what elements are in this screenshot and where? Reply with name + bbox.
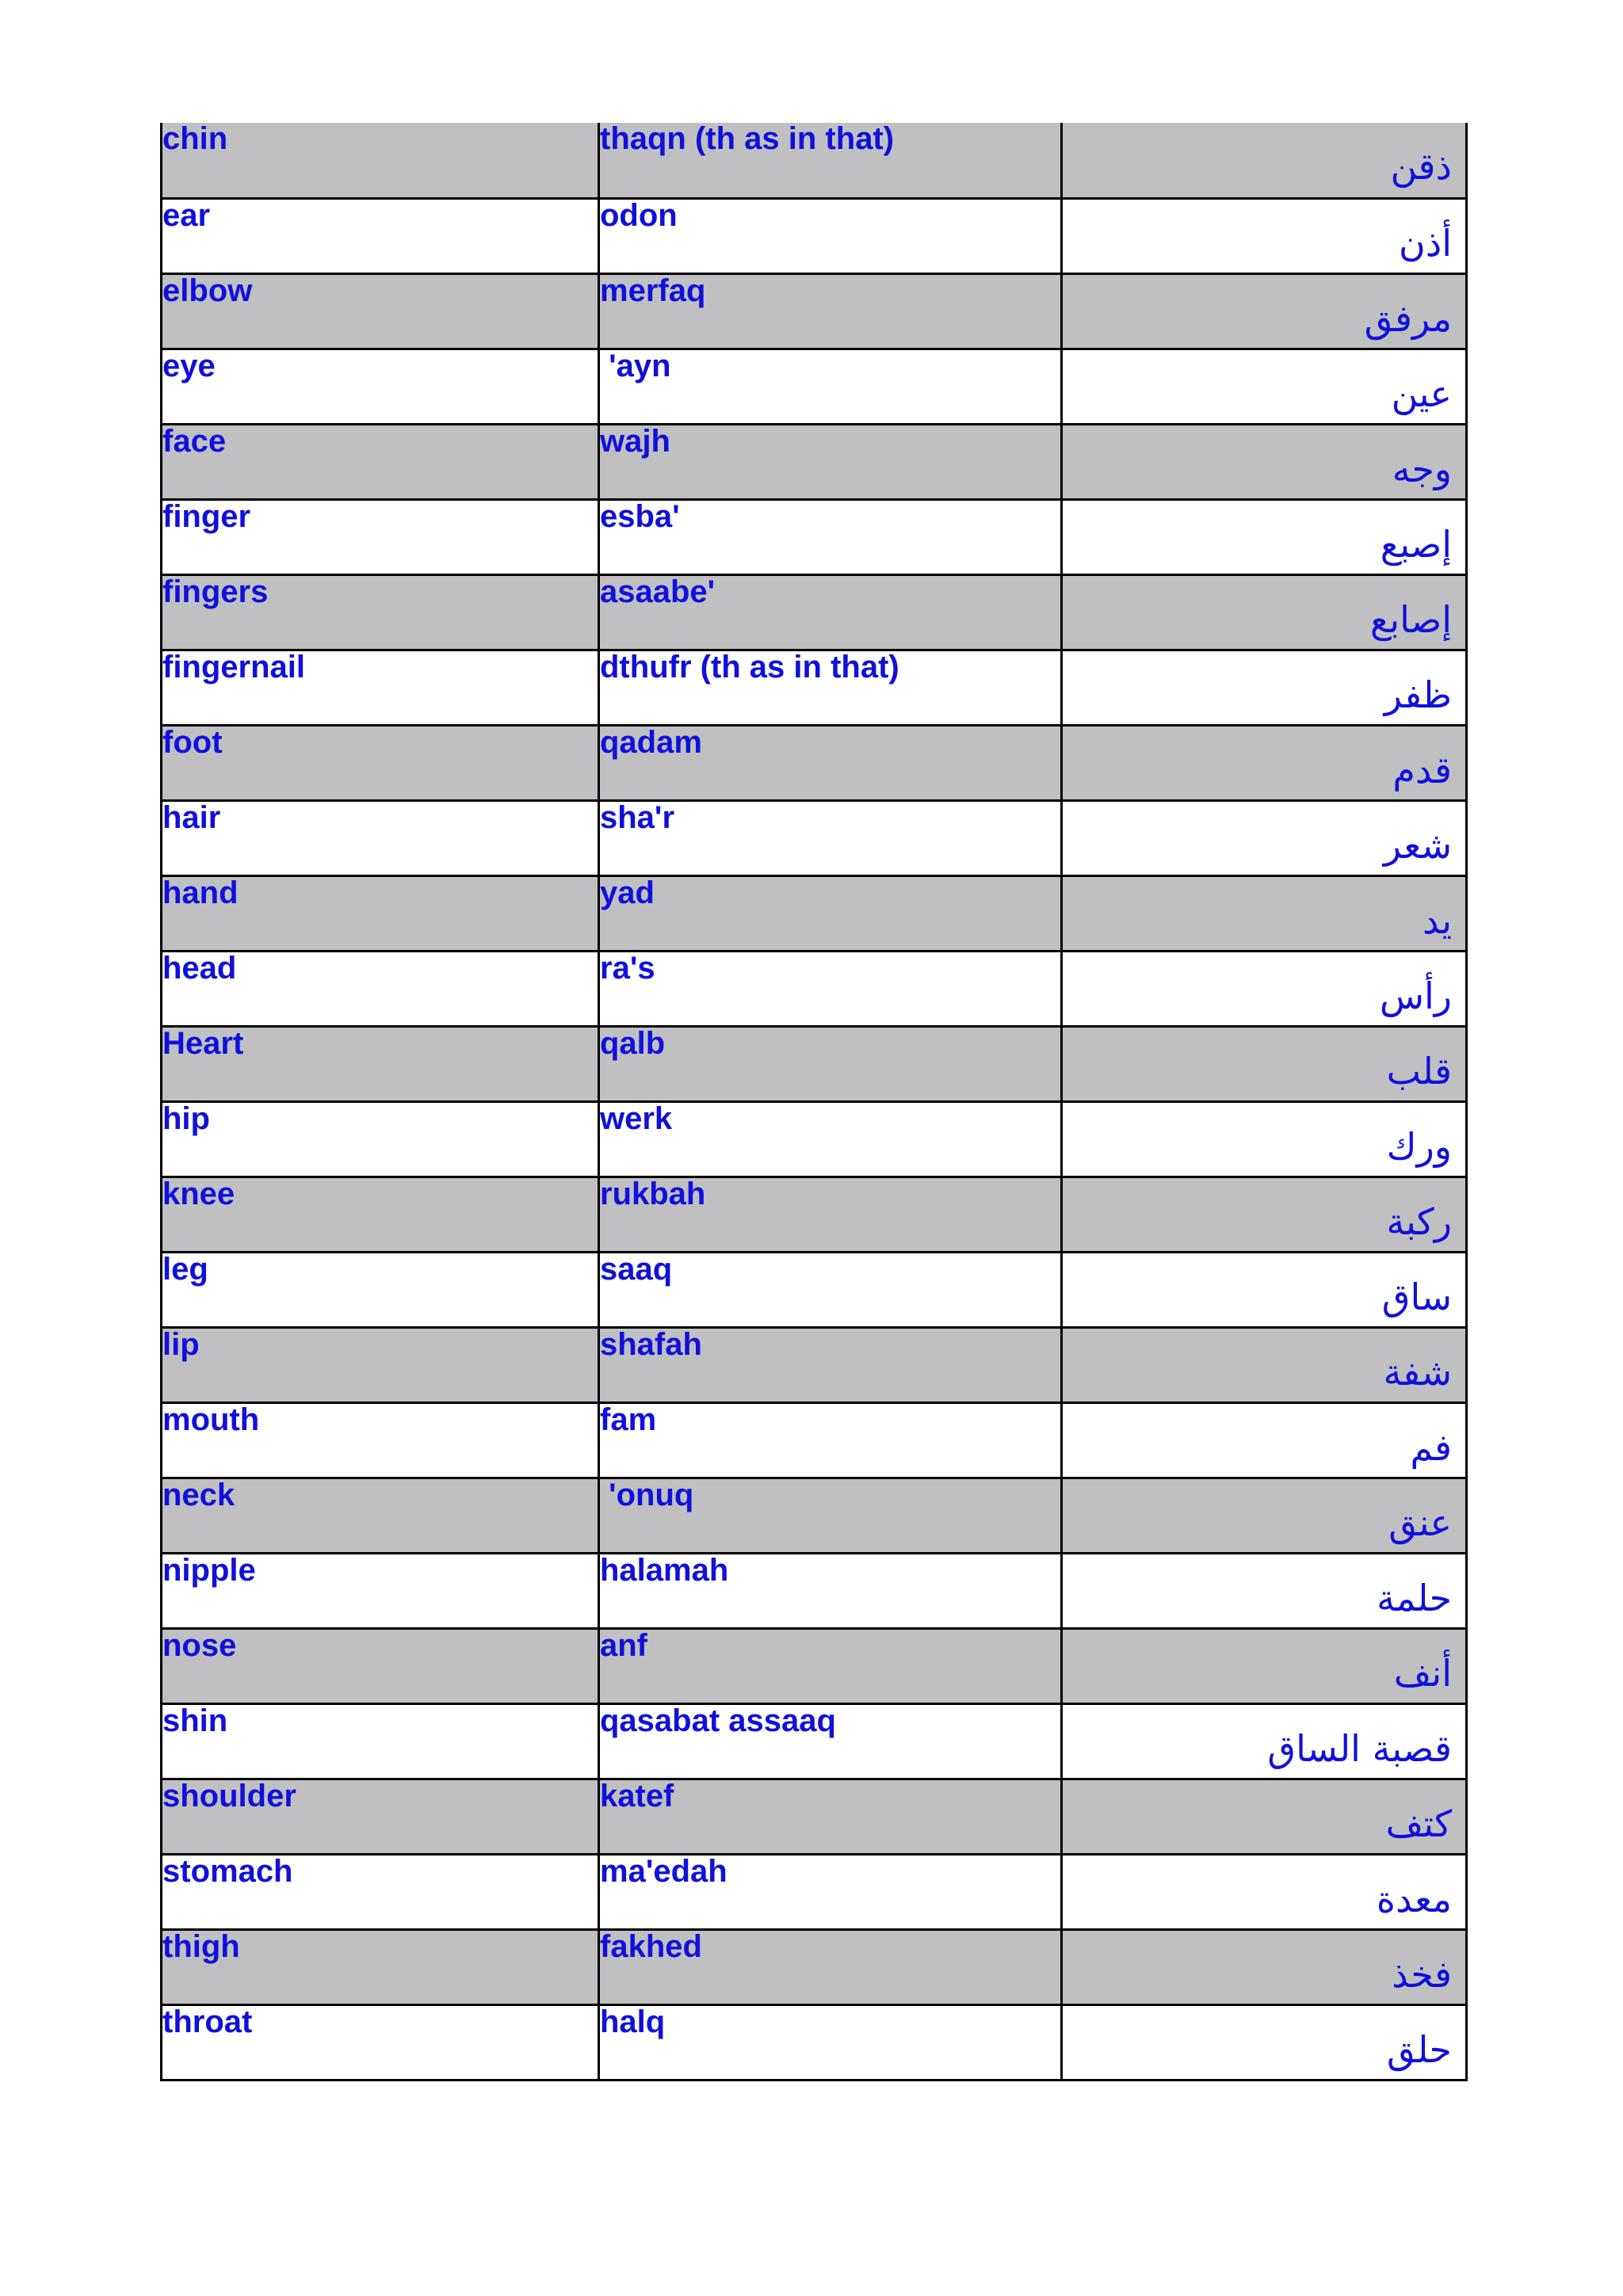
english-word: Heart [162,1026,599,1101]
table-row [162,1703,1467,1779]
vocabulary-table [160,123,1468,2081]
arabic-word: وجه [1062,424,1467,499]
arabic-word: ساق [1062,1252,1467,1327]
english-word: lip [162,1327,599,1402]
english-word: foot [162,725,599,800]
transliteration: anf [599,1628,1062,1703]
english-word: thigh [162,1929,599,2004]
english-word: mouth [162,1402,599,1478]
arabic-word: عنق [1062,1478,1467,1553]
arabic-word: حلمة [1062,1553,1467,1628]
transliteration: yad [599,875,1062,951]
english-word: face [162,424,599,499]
table-row [162,1553,1467,1628]
english-word: hip [162,1101,599,1177]
english-word: eye [162,349,599,424]
arabic-word: مرفق [1062,273,1467,349]
english-word: knee [162,1177,599,1252]
english-word: hair [162,800,599,875]
arabic-word: أذن [1062,198,1467,273]
vocabulary-table-body [162,123,1467,2080]
english-word: throat [162,2004,599,2080]
arabic-word: يد [1062,875,1467,951]
english-word: shoulder [162,1779,599,1854]
english-word: nose [162,1628,599,1703]
english-word: neck [162,1478,599,1553]
arabic-word: فخذ [1062,1929,1467,2004]
english-word: shin [162,1703,599,1779]
table-row [162,349,1467,424]
english-word: stomach [162,1854,599,1929]
arabic-word: كتف [1062,1779,1467,1854]
transliteration: halq [599,2004,1062,2080]
table-row [162,499,1467,574]
arabic-word: معدة [1062,1854,1467,1929]
table-row [162,1026,1467,1101]
english-word: finger [162,499,599,574]
table-row [162,650,1467,725]
english-word: head [162,951,599,1026]
arabic-word: شعر [1062,800,1467,875]
table-row [162,123,1467,198]
arabic-word: ركبة [1062,1177,1467,1252]
table-row [162,725,1467,800]
transliteration: rukbah [599,1177,1062,1252]
table-row [162,1478,1467,1553]
table-row [162,1929,1467,2004]
table-row [162,424,1467,499]
table-row [162,1854,1467,1929]
transliteration: fakhed [599,1929,1062,2004]
table-row [162,574,1467,650]
english-word: fingers [162,574,599,650]
transliteration: merfaq [599,273,1062,349]
transliteration: qadam [599,725,1062,800]
transliteration: ra's [599,951,1062,1026]
transliteration: 'ayn [599,349,1062,424]
arabic-word: شفة [1062,1327,1467,1402]
arabic-word: قصبة الساق [1062,1703,1467,1779]
transliteration: ma'edah [599,1854,1062,1929]
table-row [162,951,1467,1026]
arabic-word: رأس [1062,951,1467,1026]
table-row [162,1252,1467,1327]
transliteration: katef [599,1779,1062,1854]
arabic-word: ظفر [1062,650,1467,725]
english-word: elbow [162,273,599,349]
transliteration: wajh [599,424,1062,499]
transliteration: dthufr (th as in that) [599,650,1062,725]
table-row [162,1402,1467,1478]
transliteration: odon [599,198,1062,273]
table-row [162,2004,1467,2080]
transliteration: qalb [599,1026,1062,1101]
arabic-word: قدم [1062,725,1467,800]
english-word: ear [162,198,599,273]
table-row [162,1779,1467,1854]
transliteration: 'onuq [599,1478,1062,1553]
table-row [162,1327,1467,1402]
english-word: chin [162,123,599,198]
table-row [162,875,1467,951]
transliteration: asaabe' [599,574,1062,650]
transliteration: saaq [599,1252,1062,1327]
arabic-word: أنف [1062,1628,1467,1703]
table-row [162,1101,1467,1177]
table-row [162,1177,1467,1252]
arabic-word: إصابع [1062,574,1467,650]
arabic-word: فم [1062,1402,1467,1478]
transliteration: werk [599,1101,1062,1177]
transliteration: fam [599,1402,1062,1478]
arabic-word: ذقن [1062,123,1467,198]
english-word: leg [162,1252,599,1327]
transliteration: thaqn (th as in that) [599,123,1062,198]
arabic-word: إصبع [1062,499,1467,574]
english-word: fingernail [162,650,599,725]
table-row [162,1628,1467,1703]
arabic-word: حلق [1062,2004,1467,2080]
transliteration: qasabat assaaq [599,1703,1062,1779]
transliteration: esba' [599,499,1062,574]
table-row [162,273,1467,349]
table-row [162,198,1467,273]
arabic-word: عين [1062,349,1467,424]
english-word: hand [162,875,599,951]
arabic-word: قلب [1062,1026,1467,1101]
arabic-word: ورك [1062,1101,1467,1177]
transliteration: sha'r [599,800,1062,875]
transliteration: shafah [599,1327,1062,1402]
table-row [162,800,1467,875]
transliteration: halamah [599,1553,1062,1628]
english-word: nipple [162,1553,599,1628]
